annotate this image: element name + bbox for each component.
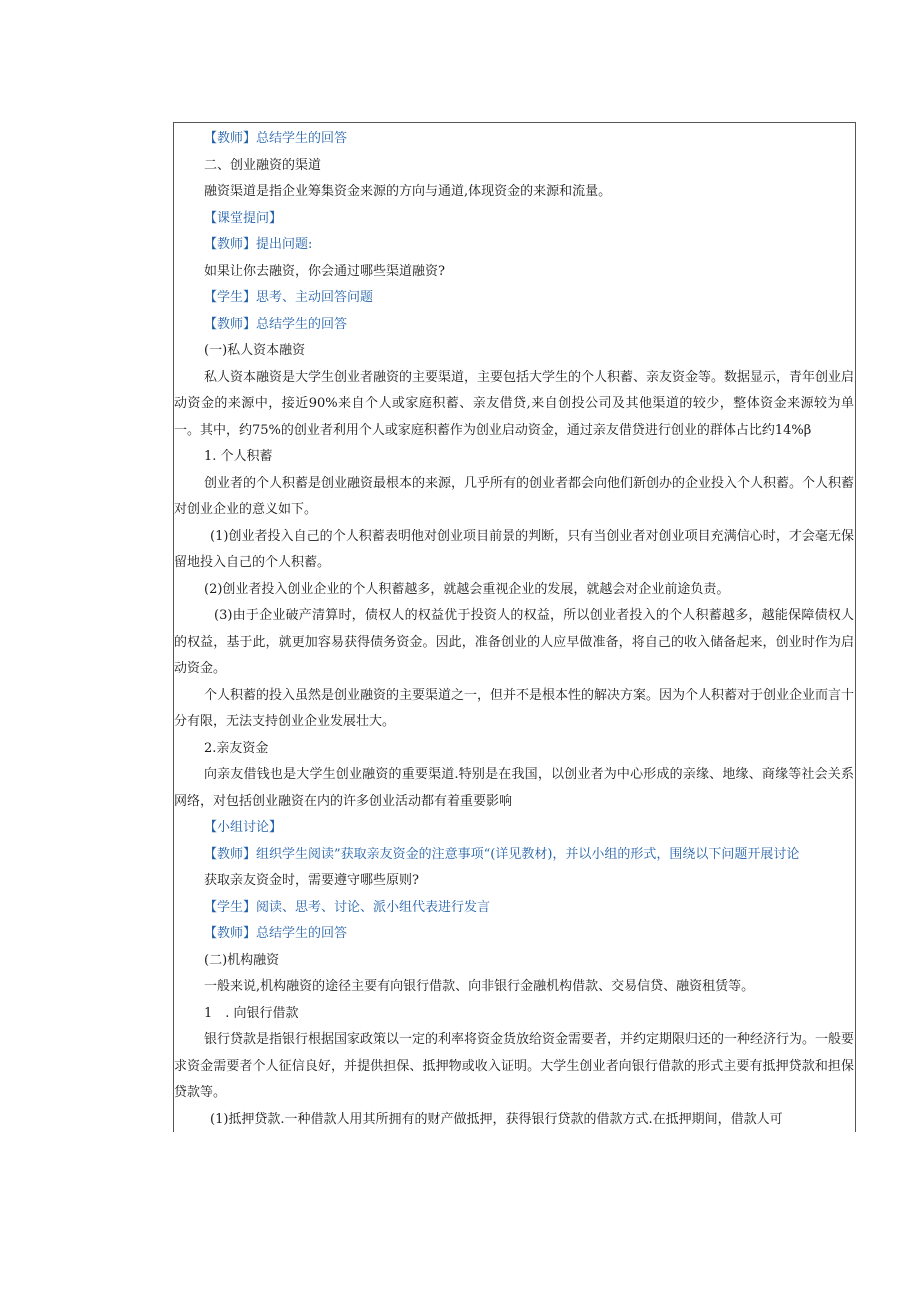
paragraph: 【教师】提出问题: xyxy=(204,237,313,252)
paragraph: (3)由于企业破产清算时，债权人的权益优于投资人的权益，所以创业者投入的个人积蓄越多，越能保障债权人的权益，基于此，就更加容易获得债务资金。因此，准备创业的人应早做准备，将自己的收入储备起来，创业时作为启动资金。 xyxy=(174,608,854,676)
paragraph: 1. 个人积蓄 xyxy=(204,449,273,464)
paragraph: (一)私人资本融资 xyxy=(204,343,306,358)
paragraph: (二)机构融资 xyxy=(204,952,280,968)
paragraph: 创业者的个人积蓄是创业融资最根本的来源，几乎所有的创业者都会向他们新创办的企业投入个人积蓄。个人积蓄对创业企业的意义如下。 xyxy=(174,475,855,517)
paragraph: 【教师】总结学生的回答 xyxy=(204,131,348,146)
paragraph: 【学生】思考、主动回答问题 xyxy=(204,290,374,305)
paragraph: 【教师】总结学生的回答 xyxy=(204,926,348,941)
paragraph: 【小组讨论】 xyxy=(204,820,283,835)
paragraph: 私人资本融资是大学生创业者融资的主要渠道，主要包括大学生的个人积蓄、亲友资金等。数据显示，青年创业启动资金的来源中，接近90%来自个人或家庭积蓄、亲友借贷,来自创投公司及其他渠道的较少，整体资金来源较为单一。其中，约75%的创业者利用个人或家庭积蓄作为创业启动资金，通过亲友借贷进行创业的群体占比约14%β xyxy=(174,369,855,438)
paragraph: 1 . 向银行借款 xyxy=(204,1005,299,1021)
paragraph: 【教师】总结学生的回答 xyxy=(204,316,348,332)
paragraph: 融资渠道是指企业筹集资金来源的方向与通道,体现资金的来源和流量。 xyxy=(204,184,612,199)
paragraph: 向亲友借钱也是大学生创业融资的重要渠道.特别是在我国，以创业者为中心形成的亲缘、地缘、商缘等社会关系网络，对包括创业融资在内的许多创业活动都有着重要影响 xyxy=(174,767,854,809)
paragraph: 获取亲友资金时，需要遵守哪些原则? xyxy=(204,873,419,888)
document-body xyxy=(174,126,854,1133)
paragraph: 【课堂提问】 xyxy=(204,210,283,226)
paragraph: 银行贷款是指银行根据国家政策以一定的利率将资金货放给资金需要者，并约定期限归还的一种经济行为。一般要求资金需要者个人征信良好，并提供担保、抵押物或收入证明。大学生创业者向银行借款的形式主要有抵押贷款和担保贷款等。 xyxy=(174,1032,855,1100)
paragraph: 【教师】组织学生阅读”获取亲友资金的注意事项“(详见教材)，并以小组的形式，围绕以下问题开展讨论 xyxy=(204,846,800,862)
paragraph: (1)抵押贷款.一种借款人用其所拥有的财产做抵押，获得银行贷款的借款方式.在抵押期间，借款人可 xyxy=(210,1111,783,1127)
paragraph: (2)创业者投入创业企业的个人积蓄越多，就越会重视企业的发展，就越会对企业前途负责。 xyxy=(204,581,730,597)
paragraph: (1)创业者投入自己的个人积蓄表明他对创业项目前景的判断，只有当创业者对创业项目充满信心时，才会毫无保留地投入自己的个人积蓄。 xyxy=(174,528,854,570)
paragraph: 二、创业融资的渠道 xyxy=(204,157,322,173)
paragraph: 【学生】阅读、思考、讨论、派小组代表进行发言 xyxy=(204,899,491,915)
paragraph: 一般来说,机构融资的途径主要有向银行借款、向非银行金融机构借款、交易信贷、融资租赁等。 xyxy=(204,979,755,994)
paragraph: 2.亲友资金 xyxy=(204,740,269,756)
paragraph: 个人积蓄的投入虽然是创业融资的主要渠道之一，但并不是根本性的解决方案。因为个人积蓄对于创业企业而言十分有限，无法支持创业企业发展壮大。 xyxy=(174,687,855,729)
paragraph: 如果让你去融资，你会通过哪些渠道融资? xyxy=(204,263,445,279)
